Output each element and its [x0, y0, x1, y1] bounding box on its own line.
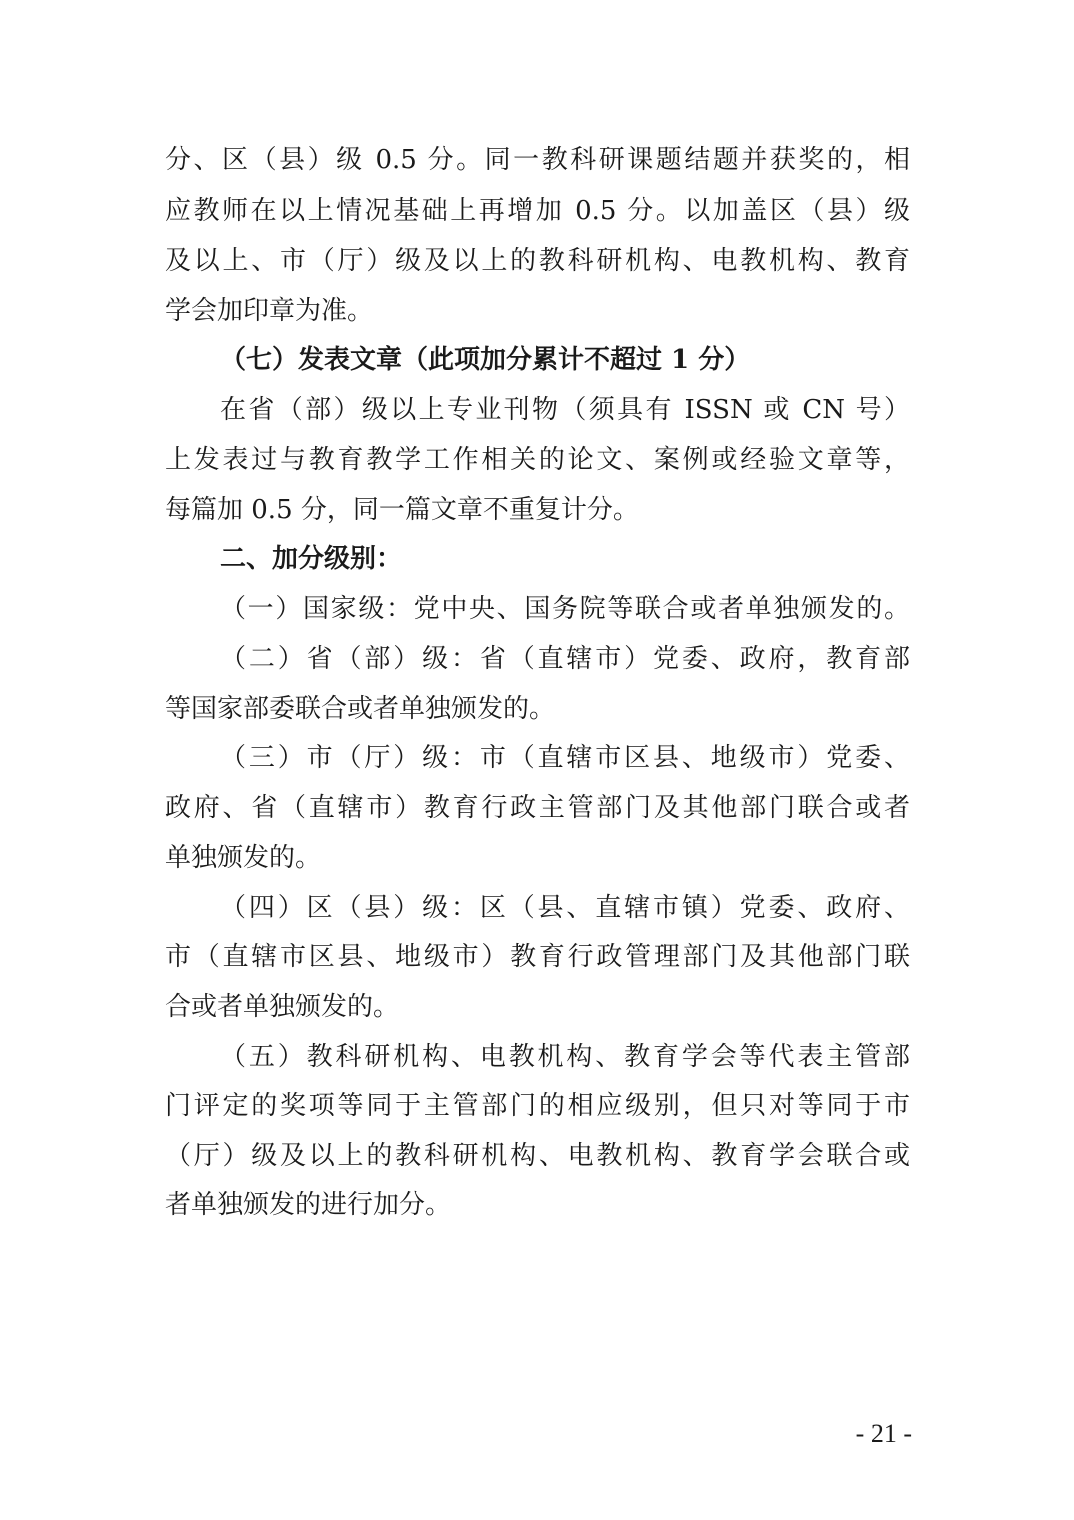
- paragraph-line: 市（直辖市区县、地级市）教育行政管理部门及其他部门联: [165, 942, 910, 972]
- paragraph-line: 上发表过与教育教学工作相关的论文、案例或经验文章等，: [165, 445, 910, 475]
- section-heading: 二、加分级别：: [220, 544, 403, 574]
- paragraph-line: 者单独颁发的进行加分。: [165, 1190, 452, 1220]
- paragraph-line: 学会加印章为准。: [165, 296, 374, 326]
- paragraph-line: 单独颁发的。: [165, 843, 322, 873]
- page-number: - 21 -: [855, 1419, 912, 1448]
- paragraph-line: 等国家部委联合或者单独颁发的。: [165, 694, 556, 724]
- section-heading: （七）发表文章（此项加分累计不超过 1 分）: [220, 345, 751, 375]
- paragraph-line: （二）省（部）级：省（直辖市）党委、政府，教育部: [220, 644, 910, 674]
- paragraph-line: （四）区（县）级：区（县、直辖市镇）党委、政府、: [220, 893, 910, 923]
- paragraph-line: 在省（部）级以上专业刊物（须具有 ISSN 或 CN 号）: [220, 395, 910, 425]
- paragraph-line: 政府、省（直辖市）教育行政主管部门及其他部门联合或者: [165, 793, 910, 823]
- paragraph-line: 及以上、市（厅）级及以上的教科研机构、电教机构、教育: [165, 246, 910, 276]
- paragraph-line: 应教师在以上情况基础上再增加 0.5 分。以加盖区（县）级: [165, 196, 910, 226]
- paragraph-line: 合或者单独颁发的。: [165, 992, 400, 1022]
- paragraph-line: （一）国家级：党中央、国务院等联合或者单独颁发的。: [220, 594, 910, 624]
- paragraph-line: 门评定的奖项等同于主管部门的相应级别，但只对等同于市: [165, 1091, 910, 1121]
- paragraph-line: 分、区（县）级 0.5 分。同一教科研课题结题并获奖的，相: [165, 145, 910, 175]
- paragraph-line: （五）教科研机构、电教机构、教育学会等代表主管部: [220, 1042, 910, 1072]
- paragraph-line: （三）市（厅）级：市（直辖市区县、地级市）党委、: [220, 743, 910, 773]
- paragraph-line: 每篇加 0.5 分，同一篇文章不重复计分。: [165, 495, 639, 525]
- paragraph-line: （厅）级及以上的教科研机构、电教机构、教育学会联合或: [165, 1141, 910, 1171]
